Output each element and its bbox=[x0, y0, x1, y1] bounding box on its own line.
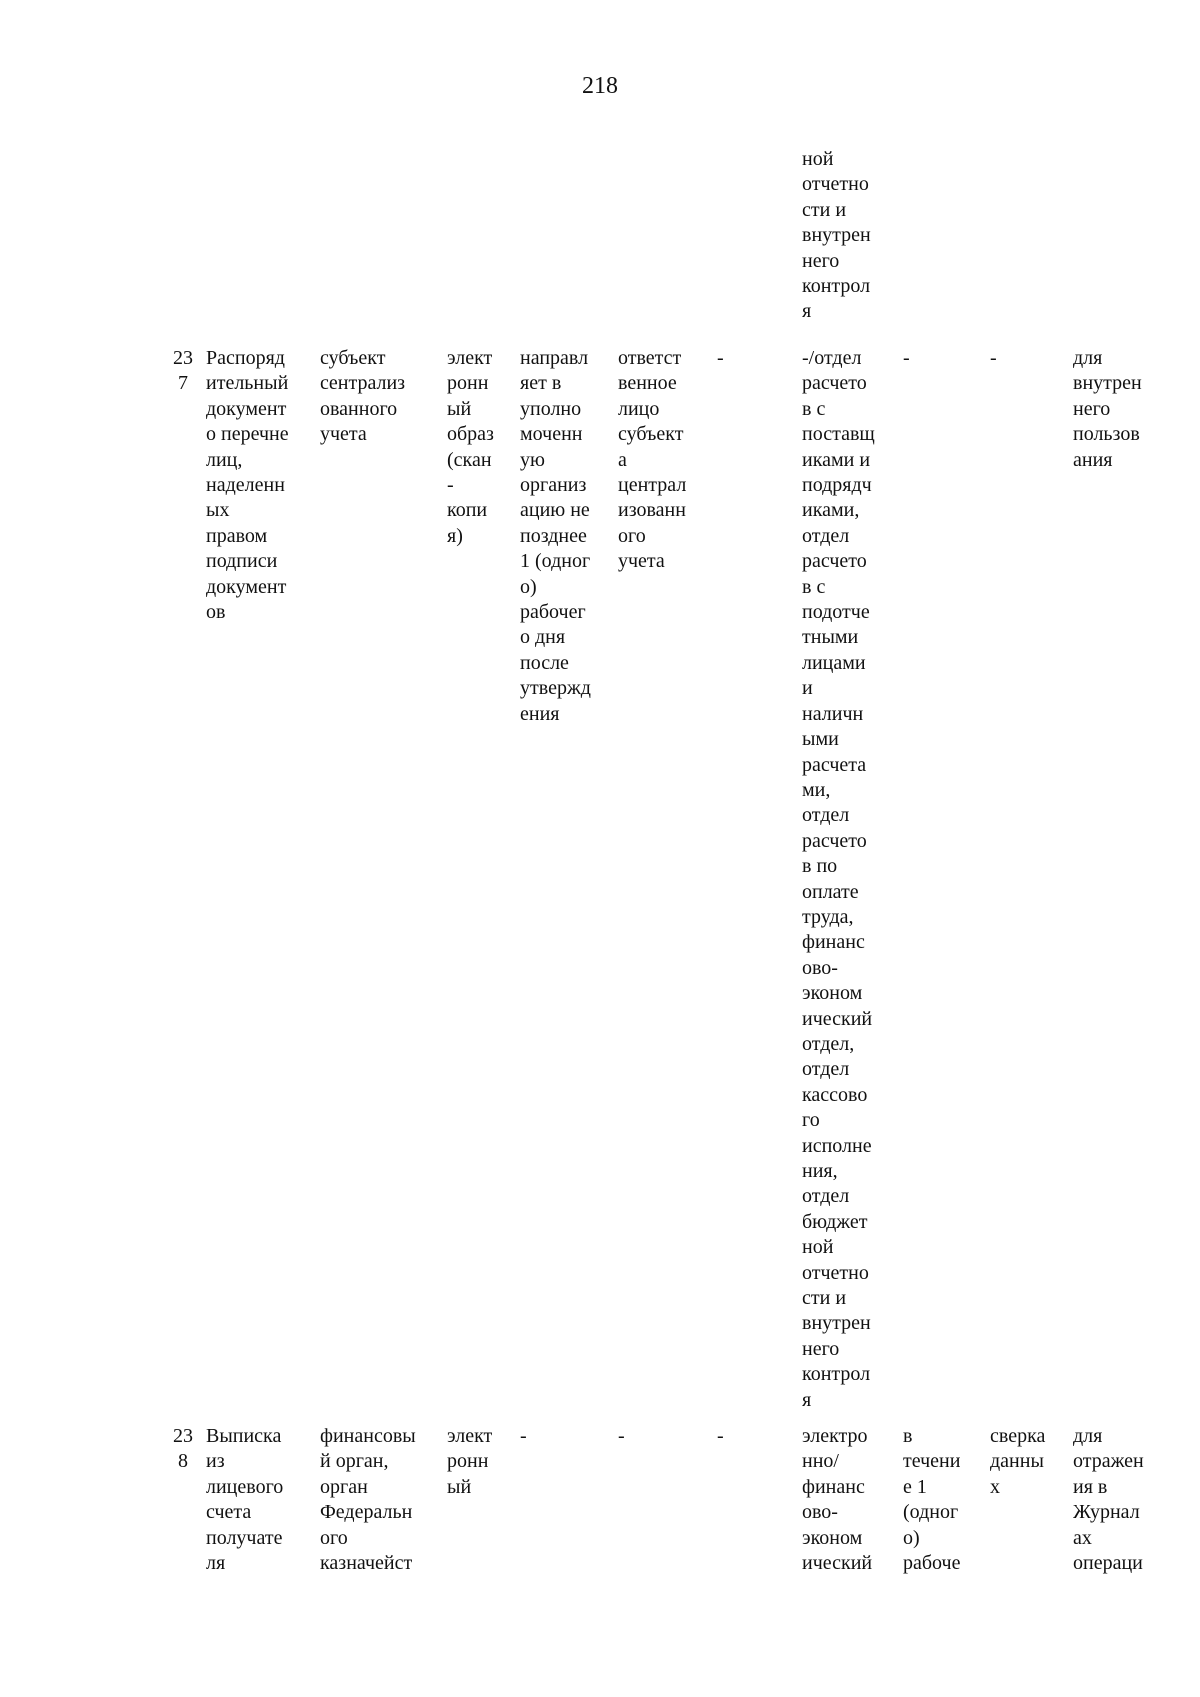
continuation-recipient: ной отчетно сти и внутрен него контрол я bbox=[802, 148, 871, 323]
row-number: 23 7 bbox=[173, 347, 193, 395]
document-sender: - bbox=[618, 1425, 625, 1447]
document-sender: ответст венное лицо субъект а централ изованн ого учета bbox=[618, 347, 687, 573]
document-creator: субъект cентрализ ованного учета bbox=[320, 347, 406, 446]
document-creator: финансовы й орган, орган Федеральн ого казначейст bbox=[320, 1425, 416, 1575]
document-form: элект ронн ый образ (скан - копи я) bbox=[447, 347, 494, 547]
row-number: 23 8 bbox=[173, 1425, 193, 1473]
submission-procedure: - bbox=[520, 1425, 527, 1447]
control-action: - bbox=[990, 347, 997, 369]
processing-deadline: - bbox=[903, 347, 910, 369]
page-number: 218 bbox=[582, 73, 618, 99]
document-name: Выписка из лицевого счета получате ля bbox=[206, 1425, 284, 1575]
document-name: Распоряд ительный документ о перечне лиц, наделенн ых правом подписи документ ов bbox=[206, 347, 289, 624]
column-seven: - bbox=[717, 1425, 724, 1447]
document-purpose: для внутрен него пользов ания bbox=[1073, 347, 1142, 471]
document-purpose: для отражен ия в Журнал ах операци bbox=[1073, 1425, 1144, 1575]
submission-procedure: направл яет в уполно моченн ую организ ацию не позднее 1 (одног о) рабочег о дня после утвержд ения bbox=[520, 347, 591, 725]
processing-deadline: в течени е 1 (одног о) рабоче bbox=[903, 1425, 961, 1575]
control-action: сверка данны х bbox=[990, 1425, 1046, 1498]
column-seven: - bbox=[717, 347, 724, 369]
document-form: элект ронн ый bbox=[447, 1425, 493, 1498]
document-recipient: -/отдел расчето в с поставщ иками и подрядч иками, отдел расчето в с подотче тными лицами и наличн ыми расчета ми, отдел расчето в по оплате труда, финанс ово- эконом ический отдел, отдел кассово го исполне ния, отдел бюджет ной отчетно сти и внутрен него контрол я bbox=[802, 347, 875, 1411]
document-recipient: электро нно/ финанс ово- эконом ический bbox=[802, 1425, 873, 1575]
